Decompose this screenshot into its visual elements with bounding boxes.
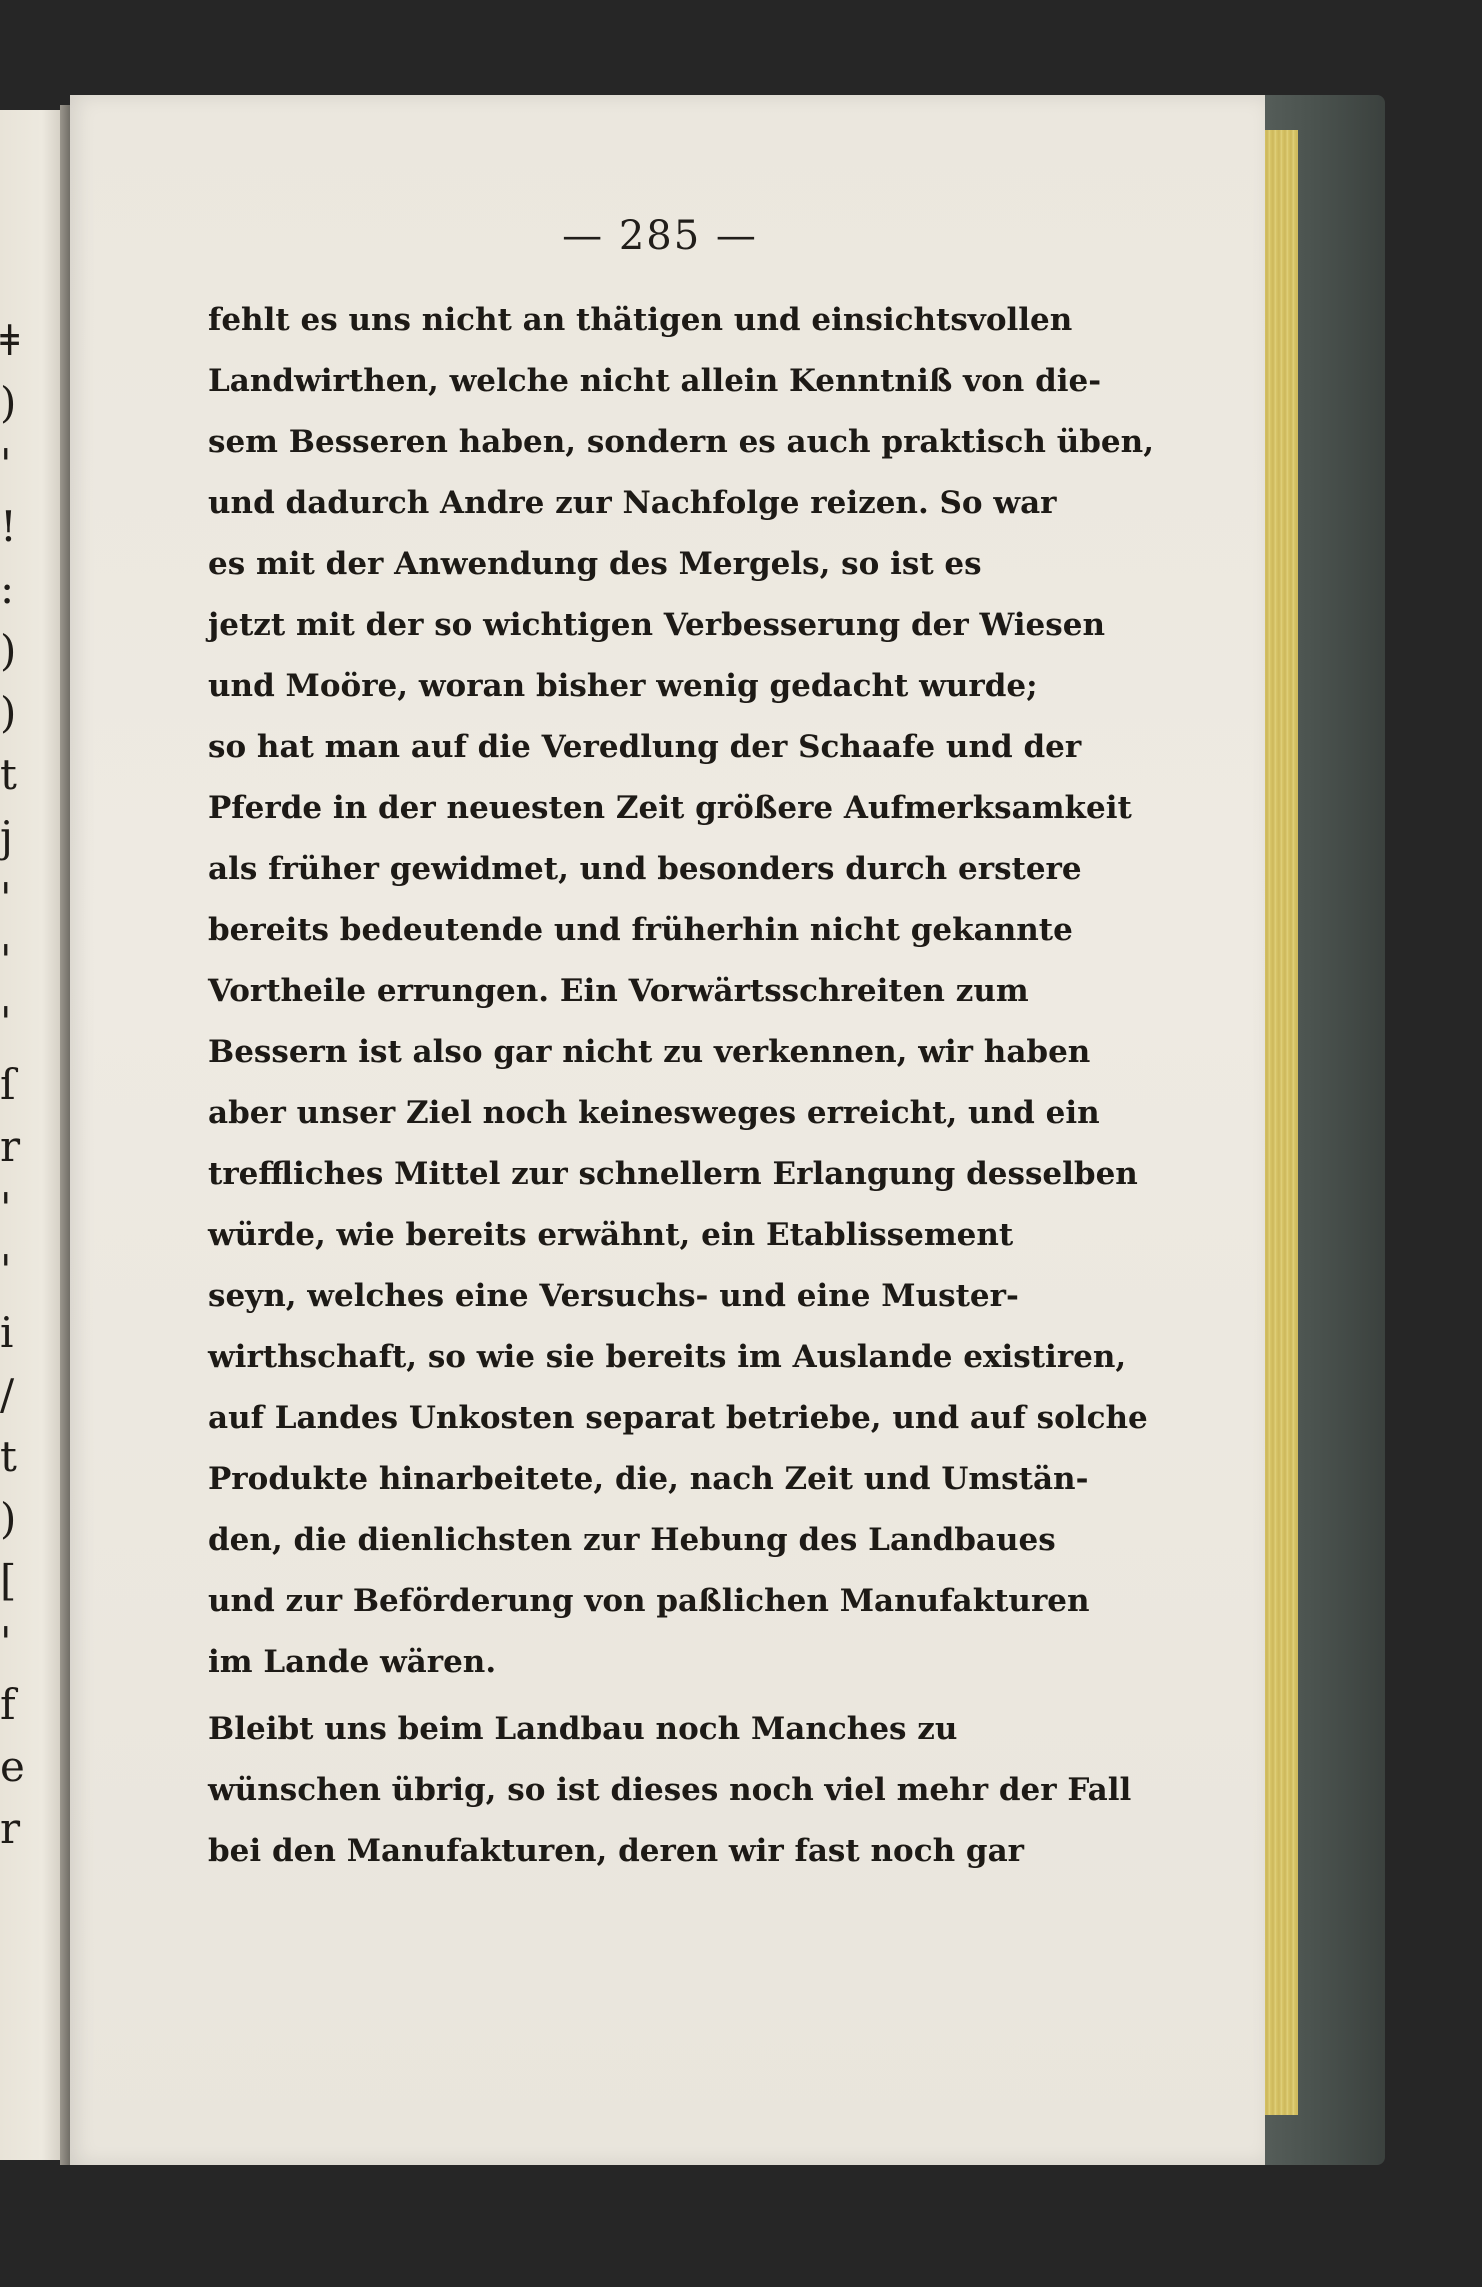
left-edge-mark: ! bbox=[0, 502, 17, 551]
left-edge-mark: ) bbox=[0, 378, 17, 427]
left-edge-mark: t bbox=[0, 1432, 17, 1481]
left-edge-mark: / bbox=[0, 1370, 15, 1419]
text-line: würde, wie bereits erwähnt, ein Etablissement bbox=[208, 1217, 1014, 1253]
text-line: so hat man auf die Veredlung der Schaafe und der bbox=[208, 729, 1082, 765]
text-line: auf Landes Unkosten separat betriebe, und auf solche bbox=[208, 1400, 1148, 1436]
left-edge-mark: [ bbox=[0, 1556, 17, 1605]
left-edge-mark: ǂ bbox=[0, 316, 20, 365]
body-text bbox=[208, 290, 1188, 1882]
text-line: Landwirthen, welche nicht allein Kenntniß von die- bbox=[208, 363, 1102, 399]
paragraph bbox=[208, 1699, 1188, 1882]
left-edge-mark: ) bbox=[0, 688, 17, 737]
left-edge-mark: r bbox=[0, 1804, 21, 1853]
left-edge-mark: ' bbox=[0, 998, 12, 1047]
text-line: Bleibt uns beim Landbau noch Manches zu bbox=[208, 1711, 958, 1747]
text-line: Produkte hinarbeitete, die, nach Zeit und Umstän- bbox=[208, 1461, 1089, 1497]
left-edge-mark: ' bbox=[0, 874, 12, 923]
text-line: treffliches Mittel zur schnellern Erlangung desselben bbox=[208, 1156, 1138, 1192]
text-line: aber unser Ziel noch keinesweges erreicht, und ein bbox=[208, 1095, 1100, 1131]
left-edge-mark: ' bbox=[0, 1246, 12, 1295]
text-line: es mit der Anwendung des Mergels, so ist es bbox=[208, 546, 982, 582]
left-edge-mark: ' bbox=[0, 1184, 12, 1233]
text-line: wünschen übrig, so ist dieses noch viel mehr der Fall bbox=[208, 1772, 1132, 1808]
text-line: und dadurch Andre zur Nachfolge reizen. So war bbox=[208, 485, 1057, 521]
left-edge-mark: ſ bbox=[0, 1060, 16, 1109]
left-page-text-fragments bbox=[0, 310, 25, 1910]
left-edge-mark: ) bbox=[0, 1494, 17, 1543]
text-line: und Moöre, woran bisher wenig gedacht wurde; bbox=[208, 668, 1038, 704]
text-line: Bessern ist also gar nicht zu verkennen, wir haben bbox=[208, 1034, 1091, 1070]
left-edge-mark: t bbox=[0, 750, 17, 799]
text-line: Pferde in der neuesten Zeit größere Aufmerksamkeit bbox=[208, 790, 1132, 826]
left-edge-mark: : bbox=[0, 564, 15, 613]
text-line: wirthschaft, so wie sie bereits im Auslande existiren, bbox=[208, 1339, 1127, 1375]
left-edge-mark: i bbox=[0, 1308, 14, 1357]
page-number: — 285 — bbox=[562, 213, 758, 259]
text-line: und zur Beförderung von paßlichen Manufakturen bbox=[208, 1583, 1090, 1619]
left-edge-mark: ' bbox=[0, 936, 12, 985]
text-line: jetzt mit der so wichtigen Verbesserung der Wiesen bbox=[208, 607, 1105, 643]
text-line: den, die dienlichsten zur Hebung des Landbaues bbox=[208, 1522, 1056, 1558]
text-line: Vortheile errungen. Ein Vorwärtsschreiten zum bbox=[208, 973, 1029, 1009]
left-edge-mark: ' bbox=[0, 1618, 12, 1667]
text-line: fehlt es uns nicht an thätigen und einsichtsvollen bbox=[208, 302, 1073, 338]
text-line: bereits bedeutende und früherhin nicht gekannte bbox=[208, 912, 1073, 948]
text-line: als früher gewidmet, und besonders durch erstere bbox=[208, 851, 1082, 887]
right-page bbox=[70, 95, 1265, 2165]
left-edge-mark: r bbox=[0, 1122, 21, 1171]
left-edge-mark: ' bbox=[0, 440, 12, 489]
left-edge-mark: e bbox=[0, 1742, 25, 1791]
left-edge-mark: ) bbox=[0, 626, 17, 675]
text-line: im Lande wären. bbox=[208, 1644, 497, 1680]
text-line: bei den Manufakturen, deren wir fast noch gar bbox=[208, 1833, 1024, 1869]
left-edge-mark: j bbox=[0, 812, 14, 861]
text-line: sem Besseren haben, sondern es auch praktisch üben, bbox=[208, 424, 1154, 460]
paragraph bbox=[208, 290, 1188, 1693]
text-line: seyn, welches eine Versuchs- und eine Muster- bbox=[208, 1278, 1019, 1314]
left-edge-mark: f bbox=[0, 1680, 16, 1729]
